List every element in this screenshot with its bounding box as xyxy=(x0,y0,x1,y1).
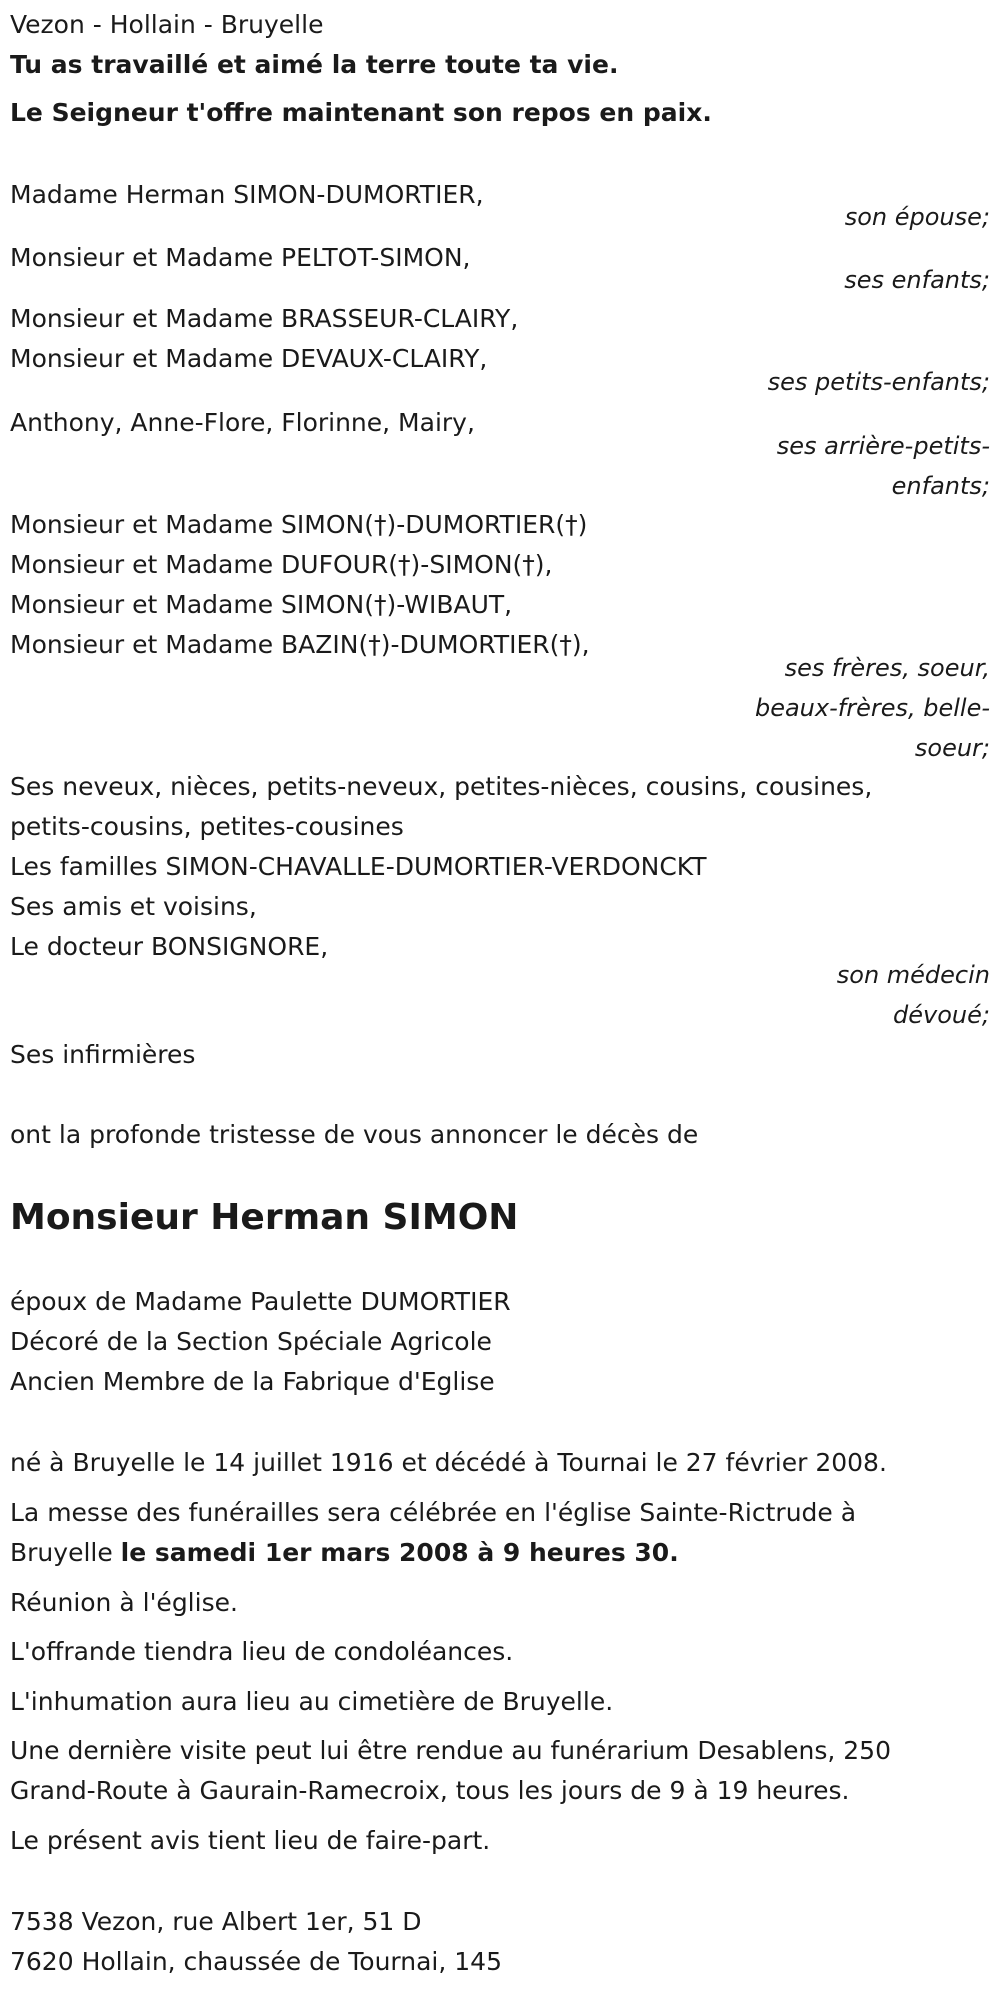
address-line-2: 7620 Hollain, chaussée de Tournai, 145 xyxy=(10,1947,502,1976)
grandchildren-line-2: Monsieur et Madame DEVAUX-CLAIRY, xyxy=(10,344,488,373)
siblings-role-line-2: beaux-frères, belle- xyxy=(754,694,990,722)
grandchildren-line-1: Monsieur et Madame BRASSEUR-CLAIRY, xyxy=(10,304,519,333)
nurses-line: Ses infirmières xyxy=(10,1040,196,1069)
siblings-line-2: Monsieur et Madame DUFOUR(†)-SIMON(†), xyxy=(10,550,553,579)
spouse-role-text: son épouse; xyxy=(844,203,990,231)
grandchildren-role-text: ses petits-enfants; xyxy=(767,368,990,396)
spouse-role xyxy=(730,197,990,237)
deceased-detail-3: Ancien Membre de la Fabrique d'Eglise xyxy=(10,1367,495,1396)
great-grandchildren: Anthony, Anne-Flore, Florinne, Mairy, xyxy=(10,408,475,437)
verse-line-2: Le Seigneur t'offre maintenant son repos en paix. xyxy=(10,98,712,127)
families-line: Les familles SIMON-CHAVALLE-DUMORTIER-VERDONCKT xyxy=(10,852,707,881)
relatives-line-1: Ses neveux, nièces, petits-neveux, petites-nièces, cousins, cousines, xyxy=(10,772,873,801)
offering-line: L'offrande tiendra lieu de condoléances. xyxy=(10,1637,514,1666)
announcement: ont la profonde tristesse de vous annoncer le décès de xyxy=(10,1120,699,1149)
visit-line-1: Une dernière visite peut lui être rendue au funérarium Desablens, 250 xyxy=(10,1736,891,1765)
grandchildren-role xyxy=(730,362,990,402)
deceased-detail-1: époux de Madame Paulette DUMORTIER xyxy=(10,1287,511,1316)
siblings-line-4: Monsieur et Madame BAZIN(†)-DUMORTIER(†), xyxy=(10,630,590,659)
verse-line-1: Tu as travaillé et aimé la terre toute ta vie. xyxy=(10,50,619,79)
spouse-name: Madame Herman SIMON-DUMORTIER, xyxy=(10,180,484,209)
doctor-line: Le docteur BONSIGNORE, xyxy=(10,932,329,961)
deceased-detail-2: Décoré de la Section Spéciale Agricole xyxy=(10,1327,492,1356)
children-role xyxy=(730,260,990,300)
siblings-role-line-1: ses frères, soeur, xyxy=(784,654,990,682)
meeting-line: Réunion à l'église. xyxy=(10,1588,238,1617)
birth-death-line: né à Bruyelle le 14 juillet 1916 et décédé à Tournai le 27 février 2008. xyxy=(10,1448,887,1477)
doctor-role xyxy=(730,955,990,1035)
siblings-line-1: Monsieur et Madame SIMON(†)-DUMORTIER(†) xyxy=(10,510,588,539)
great-grandchildren-role-line-2: enfants; xyxy=(891,472,990,500)
doctor-role-line-2: dévoué; xyxy=(893,1001,990,1029)
children-role-text: ses enfants; xyxy=(844,266,990,294)
relatives-line-2: petits-cousins, petites-cousines xyxy=(10,812,404,841)
great-grandchildren-role-line-1: ses arrière-petits- xyxy=(776,432,990,460)
mass-line-2 xyxy=(10,1533,679,1573)
siblings-role xyxy=(730,648,990,768)
visit-line-2: Grand-Route à Gaurain-Ramecroix, tous les jours de 9 à 19 heures. xyxy=(10,1776,850,1805)
siblings-line-3: Monsieur et Madame SIMON(†)-WIBAUT, xyxy=(10,590,513,619)
burial-line: L'inhumation aura lieu au cimetière de Bruyelle. xyxy=(10,1687,614,1716)
location-header: Vezon - Hollain - Bruyelle xyxy=(10,10,324,39)
notice-line: Le présent avis tient lieu de faire-part. xyxy=(10,1826,491,1855)
siblings-role-line-3: soeur; xyxy=(914,734,990,762)
mass-date-time: le samedi 1er mars 2008 à 9 heures 30. xyxy=(120,1538,679,1567)
friends-line: Ses amis et voisins, xyxy=(10,892,257,921)
mass-line-1: La messe des funérailles sera célébrée en l'église Sainte-Rictrude à xyxy=(10,1498,857,1527)
mass-place: Bruyelle xyxy=(10,1538,121,1567)
deceased-name: Monsieur Herman SIMON xyxy=(10,1197,519,1238)
doctor-role-line-1: son médecin xyxy=(836,961,990,989)
children-name: Monsieur et Madame PELTOT-SIMON, xyxy=(10,243,471,272)
address-line-1: 7538 Vezon, rue Albert 1er, 51 D xyxy=(10,1907,422,1936)
great-grandchildren-role xyxy=(730,426,990,506)
